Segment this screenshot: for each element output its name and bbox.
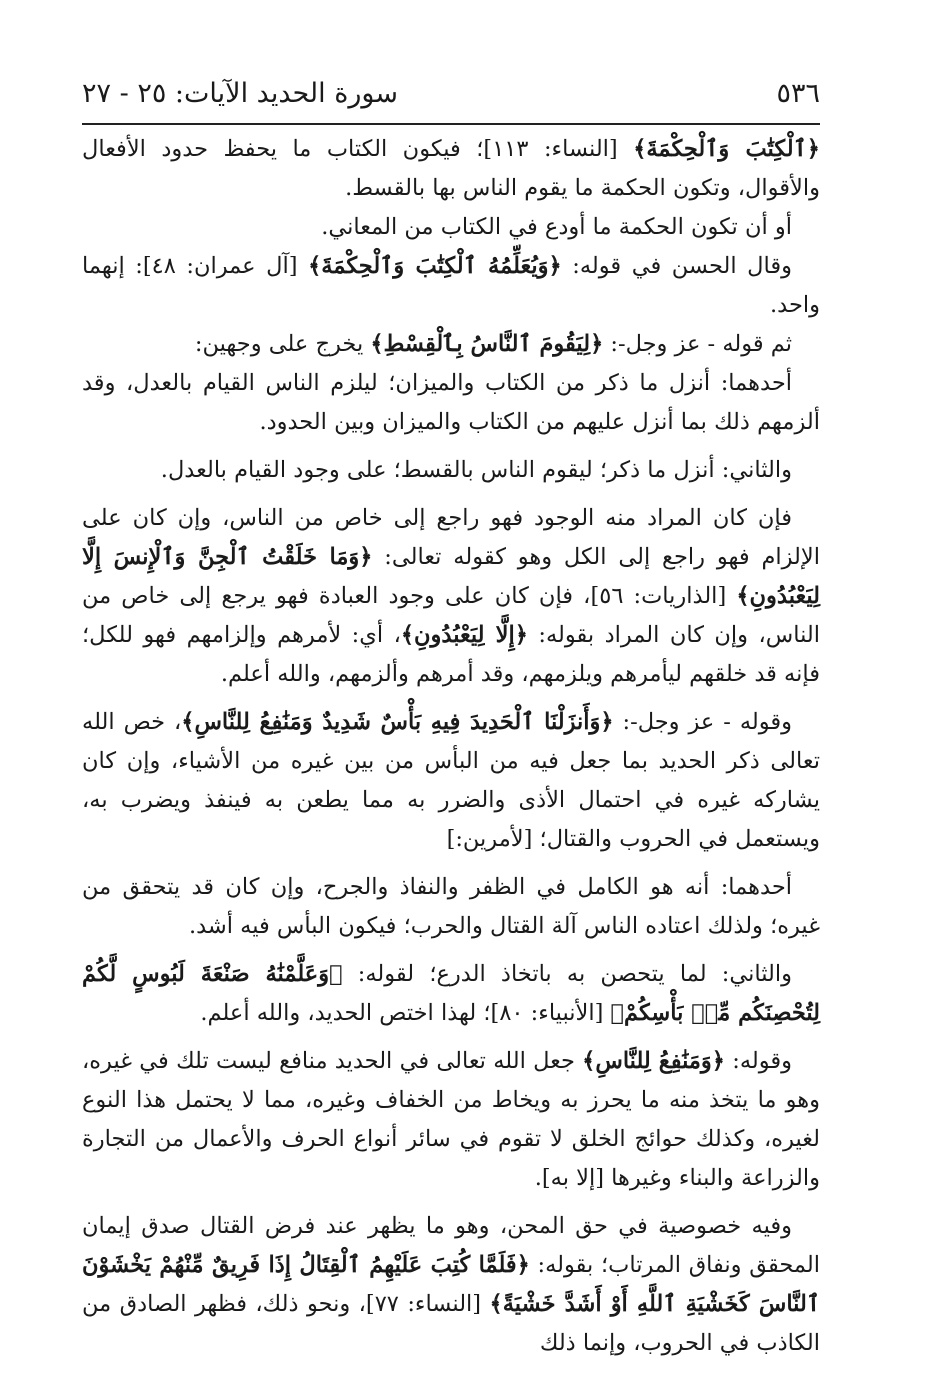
paragraph-text: [النساء: ٧٧]، ونحو ذلك، فظهر الصادق من الكاذب في الحروب، وإنما ذلك — [82, 1291, 820, 1356]
paragraph-text: يخرج على وجهين: — [194, 331, 371, 357]
paragraph-text: أحدهما: أنزل ما ذكر من الكتاب والميزان؛ ليلزم الناس القيام بالعدل، وقد ألزمهم ذلك بما أنزل عليهم من الكتاب والميزان وبين الحدود. — [82, 370, 820, 435]
page-body — [82, 130, 820, 1363]
quran-verse: ﴿وَمَا خَلَقْتُ ٱلْجِنَّ وَٱلْإِنسَ إِلَّا لِيَعْبُدُونِ﴾ — [82, 544, 821, 609]
paragraph — [82, 208, 820, 247]
paragraph-text: [النساء: ١١٣]؛ فيكون الكتاب ما يحفظ حدود الأفعال والأقوال، وتكون الحكمة ما يقوم الناس بها بالقسط. — [82, 136, 820, 201]
paragraph — [82, 703, 820, 859]
quran-verse: ﴿ٱلْكِتَٰبَ وَٱلْحِكْمَةَ﴾ — [633, 136, 820, 162]
paragraph-text: والثاني: لما يتحصن به باتخاذ الدرع؛ لقوله: — [342, 961, 792, 987]
page-number: ٥٣٦ — [776, 78, 820, 109]
paragraph-text: وقوله - عز وجل-: — [613, 709, 792, 735]
quran-verse: ﴿لِيَقُومَ ٱلنَّاسُ بِٱلْقِسْطِ﴾ — [370, 331, 604, 357]
paragraph — [82, 364, 820, 442]
paragraph — [82, 130, 820, 208]
paragraph-text: جعل الله تعالى في الحديد منافع ليست تلك في غيره، وهو ما يتخذ منه ما يحرز به ويخاط من الخفاف وغيره، مما لا يحتمل هذا النوع لغيره، وكذلك حوائج الخلق لا تقوم في سائر أنواع الحرف والأعمال من التجارة والزراعة والبناء وغيرها [إلا به]. — [82, 1048, 820, 1191]
surah-title: سورة الحديد الآيات: ٢٥ - ٢٧ — [82, 78, 399, 109]
quran-verse: ﴿فَلَمَّا كُتِبَ عَلَيْهِمُ ٱلْقِتَالُ إِذَا فَرِيقٌ مِّنْهُمْ يَخْشَوْنَ ٱلنَّاسَ كَخَشْيَةِ ٱللَّهِ أَوْ أَشَدَّ خَشْيَةً﴾ — [82, 1252, 821, 1317]
paragraph-text: ثم قوله - عز وجل-: — [603, 331, 792, 357]
paragraph-text: أحدهما: أنه هو الكامل في الظفر والنفاذ والجرح، وإن كان قد يتحقق من غيره؛ ولذلك اعتاده الناس آلة القتال والحرب؛ فيكون البأس فيه أشد. — [82, 874, 820, 939]
paragraph — [82, 955, 820, 1033]
paragraph-text: [الأنبياء: ٨٠]؛ لهذا اختص الحديد، والله أعلم. — [200, 1000, 611, 1026]
paragraph-text: [الذاريات: ٥٦]، فإن كان على وجود العبادة فهو يرجع إلى خاص من الناس، وإن كان المراد بقوله: — [82, 583, 820, 648]
paragraph-text: [آل عمران: ٤٨]: إنهما واحد. — [82, 253, 820, 318]
paragraph — [82, 1042, 820, 1198]
header-divider — [82, 123, 820, 125]
paragraph-text: وقال الحسن في قوله: — [561, 253, 793, 279]
quran-verse: ﴿إِلَّا لِيَعْبُدُونِ﴾ — [400, 622, 528, 648]
quran-verse: ﴿وَأَنزَلْنَا ٱلْحَدِيدَ فِيهِ بَأْسٌ شَدِيدٌ وَمَنَٰفِعُ لِلنَّاسِ﴾ — [181, 709, 614, 735]
paragraph-text: ، خص الله تعالى ذكر الحديد بما جعل فيه من البأس من بين غيره من الأشياء، وإن كان يشاركه غيره في احتمال الأذى والضرر به مما يطعن به فينفذ ويضرب به، ويستعمل في الحروب والقتال؛ [لأمرين:] — [82, 709, 820, 852]
paragraph — [82, 325, 820, 364]
quran-verse: ﴿وَمَنَٰفِعُ لِلنَّاسِ﴾ — [582, 1048, 725, 1074]
paragraph-text: فإن كان المراد منه الوجود فهو راجع إلى خاص من الناس، وإن كان على الإلزام فهو راجع إلى الكل وهو كقوله تعالى: — [82, 505, 820, 570]
paragraph — [82, 247, 820, 325]
paragraph — [82, 499, 820, 694]
page-header — [82, 78, 820, 118]
paragraph-text: وقوله: — [724, 1048, 792, 1074]
paragraph-text: أو أن تكون الحكمة ما أودع في الكتاب من المعاني. — [321, 214, 792, 240]
paragraph-text: وفيه خصوصية في حق المحن، وهو ما يظهر عند فرض القتال صدق إيمان المحقق ونفاق المرتاب؛ بقوله: — [82, 1213, 820, 1278]
quran-verse: ﴿وَيُعَلِّمُهُ ٱلْكِتَٰبَ وَٱلْحِكْمَةَ﴾ — [308, 253, 562, 279]
paragraph-text: والثاني: أنزل ما ذكر؛ ليقوم الناس بالقسط؛ على وجود القيام بالعدل. — [160, 457, 792, 483]
paragraph-text: ، أي: لأمرهم وإلزامهم فهو للكل؛ فإنه قد خلقهم ليأمرهم ويلزمهم، وقد أمرهم وألزمهم، والله أعلم. — [82, 622, 820, 687]
paragraph — [82, 868, 820, 946]
paragraph — [82, 451, 820, 490]
paragraph — [82, 1207, 820, 1363]
quran-verse: ﴿وَعَلَّمْنَٰهُ صَنْعَةَ لَبُوسٍ لَّكُمْ لِتُحْصِنَكُم مِّنۢ بَأْسِكُمْ﴾ — [82, 961, 820, 1026]
